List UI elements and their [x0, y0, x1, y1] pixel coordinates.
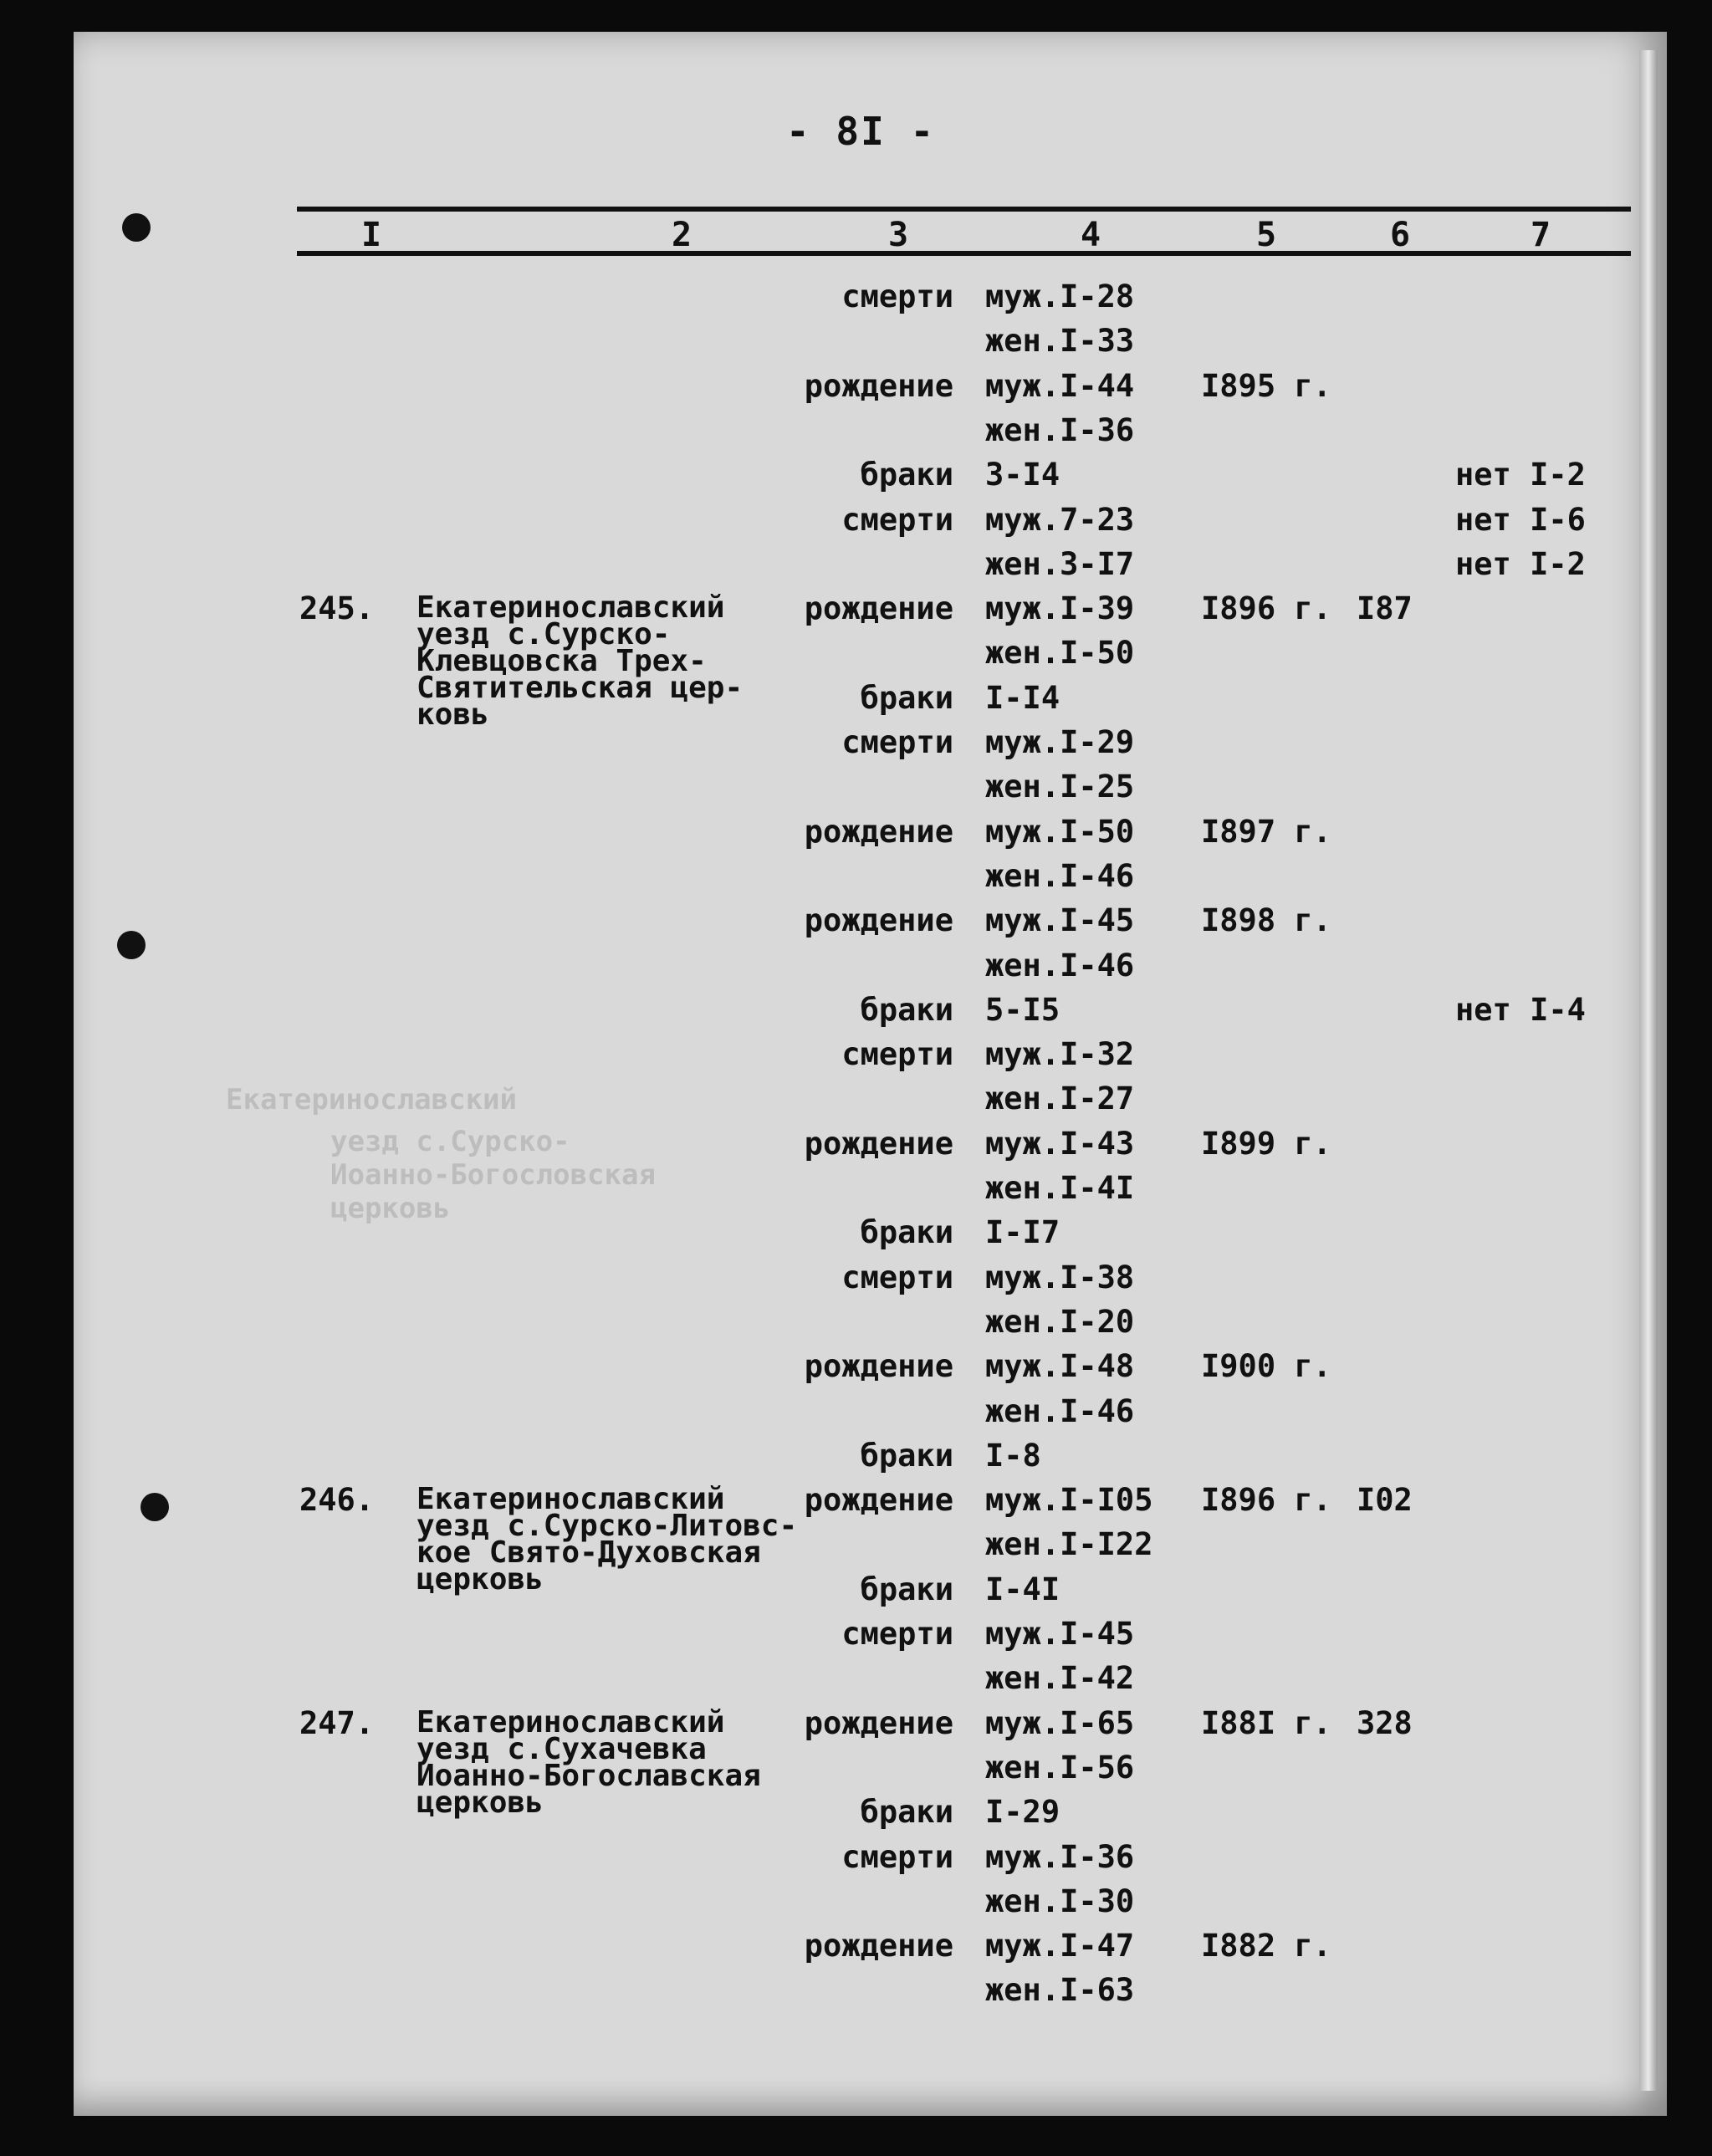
record-count: жен.I-46 [985, 857, 1135, 894]
record-count: жен.I-33 [985, 323, 1135, 360]
record-count: жен.I-30 [985, 1883, 1135, 1919]
record-count: муж.I-45 [985, 1616, 1135, 1652]
entry-number: 247. [299, 1704, 375, 1741]
record-count: жен.I-25 [985, 769, 1135, 805]
header-rule-top [297, 207, 1631, 212]
record-type: браки [860, 1571, 953, 1607]
punch-hole [122, 213, 151, 242]
column-header-3: 3 [888, 216, 909, 254]
record-missing: нет I-6 [1455, 501, 1586, 538]
record-type: смерти [841, 1259, 953, 1295]
record-type: рождение [804, 1482, 953, 1519]
column-header-6: 6 [1390, 216, 1411, 254]
church-description-line: Клевцовска Трех- [417, 644, 707, 679]
church-description-line: церковь [417, 1562, 544, 1597]
record-type: браки [860, 679, 953, 716]
record-type: браки [860, 1214, 953, 1251]
record-type: рождение [804, 813, 953, 850]
record-year: I896 г. [1201, 1482, 1331, 1519]
page-edge [1639, 50, 1658, 2091]
record-type: рождение [804, 367, 953, 404]
church-description-line: Иоанно-Богославская [417, 1758, 761, 1793]
church-description-line: Екатеринославский [417, 590, 725, 626]
record-year: I898 г. [1201, 902, 1331, 939]
record-year: I895 г. [1201, 367, 1331, 404]
record-type: браки [860, 457, 953, 493]
record-type: рождение [804, 1928, 953, 1964]
record-count: I-29 [985, 1794, 1060, 1831]
church-description-line: уезд с.Сухачевка [417, 1731, 707, 1766]
record-type: смерти [841, 1838, 953, 1875]
record-year: I896 г. [1201, 590, 1331, 627]
record-type: браки [860, 991, 953, 1028]
record-type: смерти [841, 501, 953, 538]
record-count: муж.I-I05 [985, 1482, 1153, 1519]
church-description-line: ковь [417, 697, 489, 733]
page-number: - 8I - [786, 109, 936, 154]
record-count: жен.I-4I [985, 1170, 1135, 1206]
record-type: смерти [841, 724, 953, 760]
record-year: I88I г. [1201, 1704, 1331, 1741]
record-count: жен.I-63 [985, 1972, 1135, 2009]
church-description-line: уезд с.Сурско- [417, 617, 671, 652]
record-count: муж.I-38 [985, 1259, 1135, 1295]
bleed-through-text: церковь [330, 1192, 451, 1225]
bleed-through-text: Екатеринославский [226, 1083, 517, 1116]
record-missing: нет I-4 [1455, 991, 1586, 1028]
record-count: муж.I-48 [985, 1348, 1135, 1385]
record-count: муж.I-32 [985, 1036, 1135, 1073]
church-description-line: Святительская цер- [417, 671, 744, 706]
record-missing: нет I-2 [1455, 457, 1586, 493]
column-header-4: 4 [1081, 216, 1101, 254]
record-count: муж.I-28 [985, 278, 1135, 314]
record-count: жен.I-27 [985, 1081, 1135, 1117]
record-count: муж.I-45 [985, 902, 1135, 939]
record-count: муж.I-29 [985, 724, 1135, 760]
record-count: жен.I-I22 [985, 1526, 1153, 1563]
record-count: муж.I-44 [985, 367, 1135, 404]
record-folio: I02 [1357, 1482, 1413, 1519]
record-type: рождение [804, 902, 953, 939]
record-type: браки [860, 1794, 953, 1831]
church-description-line: Екатеринославский [417, 1704, 725, 1740]
punch-hole [141, 1493, 169, 1521]
record-count: муж.I-39 [985, 590, 1135, 627]
record-count: жен.I-36 [985, 411, 1135, 448]
entry-number: 246. [299, 1482, 375, 1519]
column-header-2: 2 [672, 216, 692, 254]
record-count: I-I4 [985, 679, 1060, 716]
record-missing: нет I-2 [1455, 545, 1586, 582]
record-year: I900 г. [1201, 1348, 1331, 1385]
record-count: муж.I-50 [985, 813, 1135, 850]
record-count: муж.I-47 [985, 1928, 1135, 1964]
record-type: рождение [804, 1348, 953, 1385]
record-count: жен.I-56 [985, 1749, 1135, 1786]
church-description-line: Екатеринославский [417, 1482, 725, 1517]
church-description-line: кое Свято-Духовская [417, 1535, 761, 1571]
header-rule-bottom [297, 251, 1631, 256]
record-type: смерти [841, 1616, 953, 1652]
record-count: жен.I-50 [985, 635, 1135, 672]
record-type: рождение [804, 1704, 953, 1741]
record-count: муж.I-43 [985, 1125, 1135, 1162]
record-count: I-8 [985, 1437, 1041, 1474]
record-count: 3-I4 [985, 457, 1060, 493]
entry-number: 245. [299, 590, 375, 627]
punch-hole [117, 931, 146, 959]
record-folio: I87 [1357, 590, 1413, 627]
column-header-7: 7 [1531, 216, 1551, 254]
record-count: жен.I-46 [985, 1392, 1135, 1429]
record-count: 5-I5 [985, 991, 1060, 1028]
record-type: смерти [841, 278, 953, 314]
bleed-through-text: Иоанно-Богословская [330, 1158, 656, 1192]
record-count: I-I7 [985, 1214, 1060, 1251]
record-year: I897 г. [1201, 813, 1331, 850]
column-header-1: I [361, 216, 382, 254]
record-count: жен.I-42 [985, 1660, 1135, 1697]
record-count: муж.7-23 [985, 501, 1135, 538]
record-year: I882 г. [1201, 1928, 1331, 1964]
record-count: муж.I-65 [985, 1704, 1135, 1741]
record-type: смерти [841, 1036, 953, 1073]
record-type: рождение [804, 590, 953, 627]
record-folio: 328 [1357, 1704, 1413, 1741]
church-description-line: церковь [417, 1785, 544, 1820]
record-type: браки [860, 1437, 953, 1474]
column-header-5: 5 [1256, 216, 1277, 254]
record-count: жен.3-I7 [985, 545, 1135, 582]
record-year: I899 г. [1201, 1125, 1331, 1162]
bleed-through-text: уезд с.Сурско- [330, 1125, 570, 1158]
record-count: I-4I [985, 1571, 1060, 1607]
record-count: жен.I-46 [985, 947, 1135, 983]
record-count: жен.I-20 [985, 1303, 1135, 1340]
record-count: муж.I-36 [985, 1838, 1135, 1875]
record-type: рождение [804, 1125, 953, 1162]
church-description-line: уезд с.Сурско-Литовс- [417, 1509, 798, 1544]
